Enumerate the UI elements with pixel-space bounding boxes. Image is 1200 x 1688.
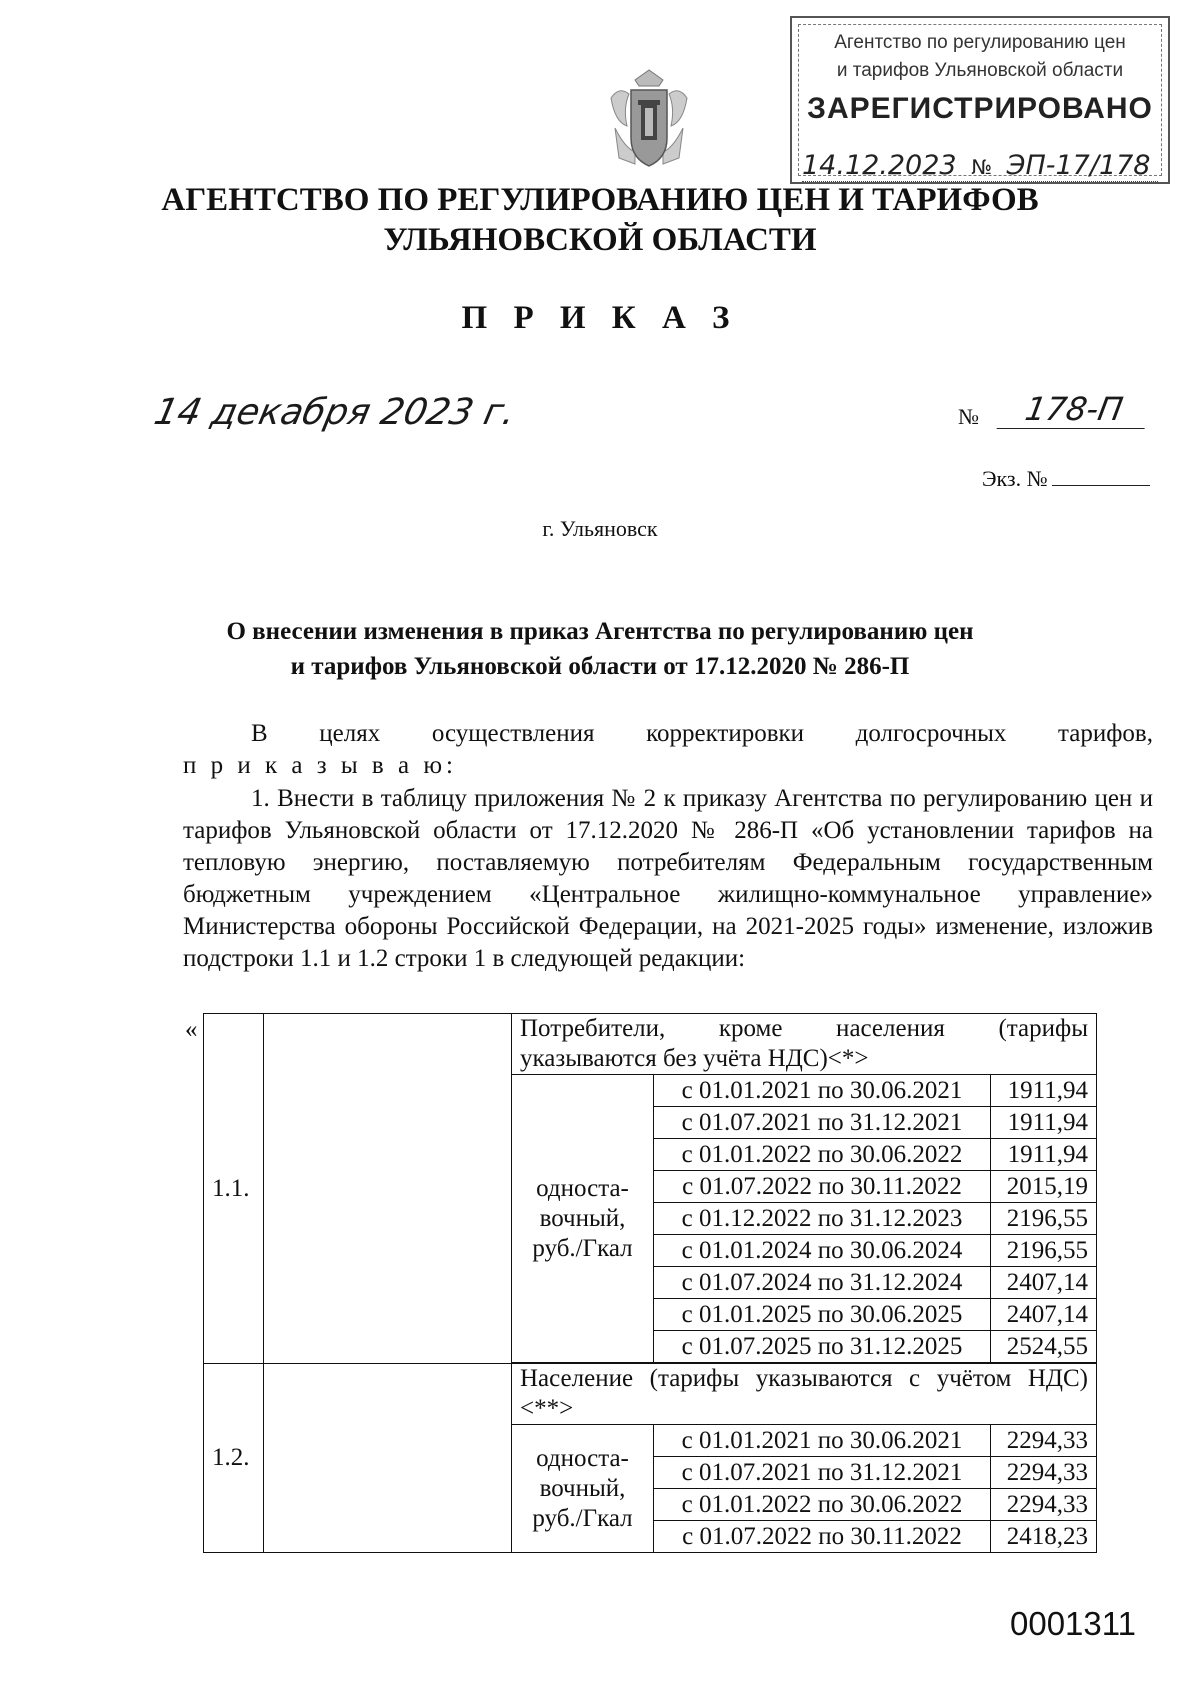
preamble-paragraph (183, 718, 1153, 782)
tariff-unit-line: вочный, (539, 1474, 626, 1502)
agency-name-line1: АГЕНТСТВО ПО РЕГУЛИРОВАНИЮ ЦЕН И ТАРИФОВ (161, 182, 1039, 218)
subject-line2: и тарифов Ульяновской области от 17.12.2020 № 286-П (290, 653, 910, 680)
tariff-unit-line: односта- (536, 1174, 629, 1202)
form-serial-number: 0001311 (1010, 1605, 1137, 1642)
tariff-value-cell: 2418,23 (991, 1521, 1097, 1553)
subject-line1: О внесении изменения в приказ Агентства по регулированию цен (226, 618, 974, 645)
period-cell: с 01.07.2022 по 30.11.2022 (654, 1171, 991, 1203)
coat-of-arms-icon (605, 68, 693, 172)
tariff-value-cell: 1911,94 (991, 1107, 1097, 1139)
tariff-value-cell: 2407,14 (991, 1267, 1097, 1299)
tariff-table (203, 1013, 1097, 1553)
consumer-group-heading: Потребители, кроме населения (тарифы указываются без учёта НДС)<*> (512, 1014, 1097, 1075)
copy-number (982, 466, 1150, 492)
stamp-status: ЗАРЕГИСТРИРОВАНО (807, 92, 1153, 125)
tariff-unit-line: односта- (536, 1444, 629, 1472)
preamble-text: В целях осуществления корректировки долгосрочных тарифов, (251, 720, 1153, 747)
tariff-unit-line: руб./Гкал (532, 1234, 633, 1262)
stamp-date: 14.12.2023 (802, 150, 957, 181)
row-number: 1.2. (204, 1364, 264, 1553)
tariff-value-cell: 2196,55 (991, 1203, 1097, 1235)
tariff-value-cell: 1911,94 (991, 1139, 1097, 1171)
order-number-label: № (958, 404, 979, 429)
stamp-agency-line2: и тарифов Ульяновской области (836, 60, 1124, 81)
tariff-unit-line: вочный, (539, 1204, 626, 1232)
consumer-group-heading: Население (тарифы указываются с учётом НДС)<**> (512, 1364, 1097, 1425)
tariff-unit (512, 1075, 654, 1363)
order-subject (0, 614, 1200, 684)
period-cell: с 01.07.2024 по 31.12.2024 (654, 1267, 991, 1299)
period-cell: с 01.01.2022 по 30.06.2022 (654, 1139, 991, 1171)
registration-stamp (790, 16, 1170, 184)
table-row (204, 1364, 1097, 1425)
clause-1: 1. Внести в таблицу приложения № 2 к приказу Агентства по регулированию цен и тарифов Ульяновской области от 17.12.2020 № 286-П «Об установлении тарифов на тепловую энергию, поставляемую потребителям Федеральным государственным бюджетным учреждением «Центральное жилищно-коммунальное управление» Министерства обороны Российской Федерации, на 2021-2025 годы» изменение, изложив подстроки 1.1 и 1.2 строки 1 в следующей редакции: (183, 785, 1153, 972)
tariff-value-cell: 2294,33 (991, 1489, 1097, 1521)
period-cell: с 01.07.2022 по 30.11.2022 (654, 1521, 991, 1553)
copy-number-blank (1052, 485, 1150, 486)
order-number-handwritten: 178-П (997, 390, 1152, 429)
empty-cell (264, 1364, 512, 1553)
period-cell: с 01.07.2021 по 31.12.2021 (654, 1457, 991, 1489)
period-cell: с 01.07.2021 по 31.12.2021 (654, 1107, 991, 1139)
tariff-value-cell: 2294,33 (991, 1425, 1097, 1457)
order-word: п р и к а з ы в а ю: (183, 752, 457, 779)
period-cell: с 01.01.2025 по 30.06.2025 (654, 1299, 991, 1331)
stamp-registration (802, 150, 1158, 182)
period-cell: с 01.07.2025 по 31.12.2025 (654, 1331, 991, 1363)
copy-number-label: Экз. № (982, 466, 1048, 491)
stamp-number: ЭП-17/178 (1006, 150, 1151, 181)
stamp-agency-line1: Агентство по регулированию цен (834, 32, 1126, 53)
agency-name-line2: УЛЬЯНОВСКОЙ ОБЛАСТИ (383, 222, 817, 258)
table-row (204, 1014, 1097, 1075)
stamp-no-label: № (971, 155, 992, 179)
document-type: П Р И К А З (461, 300, 739, 336)
tariff-value-cell: 2196,55 (991, 1235, 1097, 1267)
tariff-value-cell: 2524,55 (991, 1331, 1097, 1363)
order-date-handwritten: 14 декабря 2023 г. (150, 392, 520, 433)
period-cell: с 01.01.2022 по 30.06.2022 (654, 1489, 991, 1521)
tariff-value-cell: 1911,94 (991, 1075, 1097, 1107)
empty-cell (264, 1014, 512, 1364)
period-cell: с 01.01.2021 по 30.06.2021 (654, 1075, 991, 1107)
tariff-value-cell: 2407,14 (991, 1299, 1097, 1331)
table-open-quote: « (185, 1016, 198, 1043)
tariff-unit (512, 1425, 654, 1553)
period-cell: с 01.01.2021 по 30.06.2021 (654, 1425, 991, 1457)
period-cell: с 01.01.2024 по 30.06.2024 (654, 1235, 991, 1267)
tariff-value-cell: 2294,33 (991, 1457, 1097, 1489)
tariff-unit-line: руб./Гкал (532, 1504, 633, 1532)
row-number: 1.1. (204, 1014, 264, 1364)
tariff-value-cell: 2015,19 (991, 1171, 1097, 1203)
period-cell: с 01.12.2022 по 31.12.2023 (654, 1203, 991, 1235)
city: г. Ульяновск (542, 516, 658, 541)
